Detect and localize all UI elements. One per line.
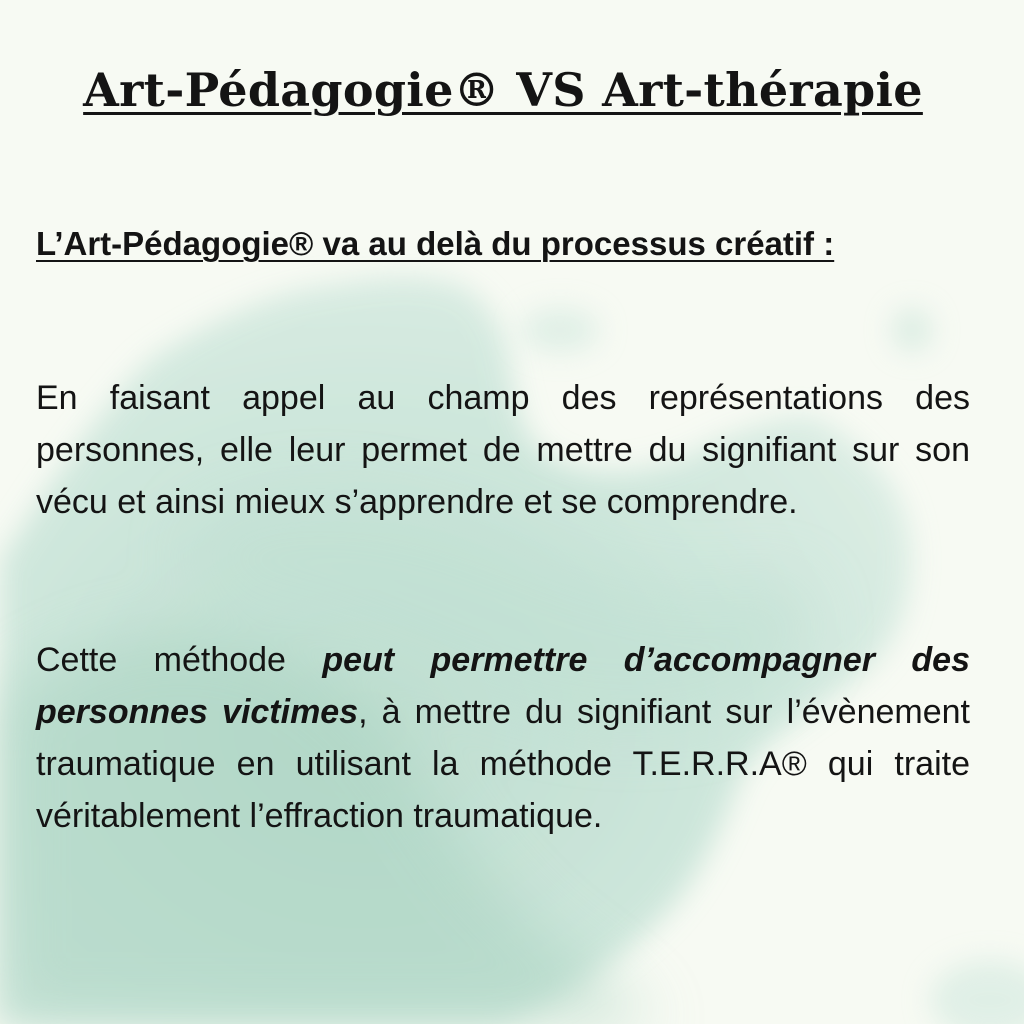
paragraph-representations: En faisant appel au champ des représentations des personnes, elle leur permet de mettre du signifiant sur son vécu et ainsi mieux s’apprendre et se comprendre. bbox=[36, 379, 970, 521]
main-content bbox=[36, 0, 970, 1024]
page-title: Art-Pédagogie® VS Art-thérapie bbox=[83, 63, 923, 117]
paragraph-method-rest: , à mettre du signifiant sur l’évènement traumatique en utilisant la méthode T.E.R.R.A® qui traite véritablement l’effraction traumatique. bbox=[36, 693, 970, 835]
paragraph-method bbox=[36, 634, 970, 842]
section-subtitle: L’Art-Pédagogie® va au delà du processus créatif : bbox=[36, 225, 835, 262]
paragraph-method-intro: Cette méthode bbox=[36, 641, 323, 679]
paragraph-method-emphasis: peut permettre d’accompagner des personnes victimes bbox=[36, 641, 970, 731]
